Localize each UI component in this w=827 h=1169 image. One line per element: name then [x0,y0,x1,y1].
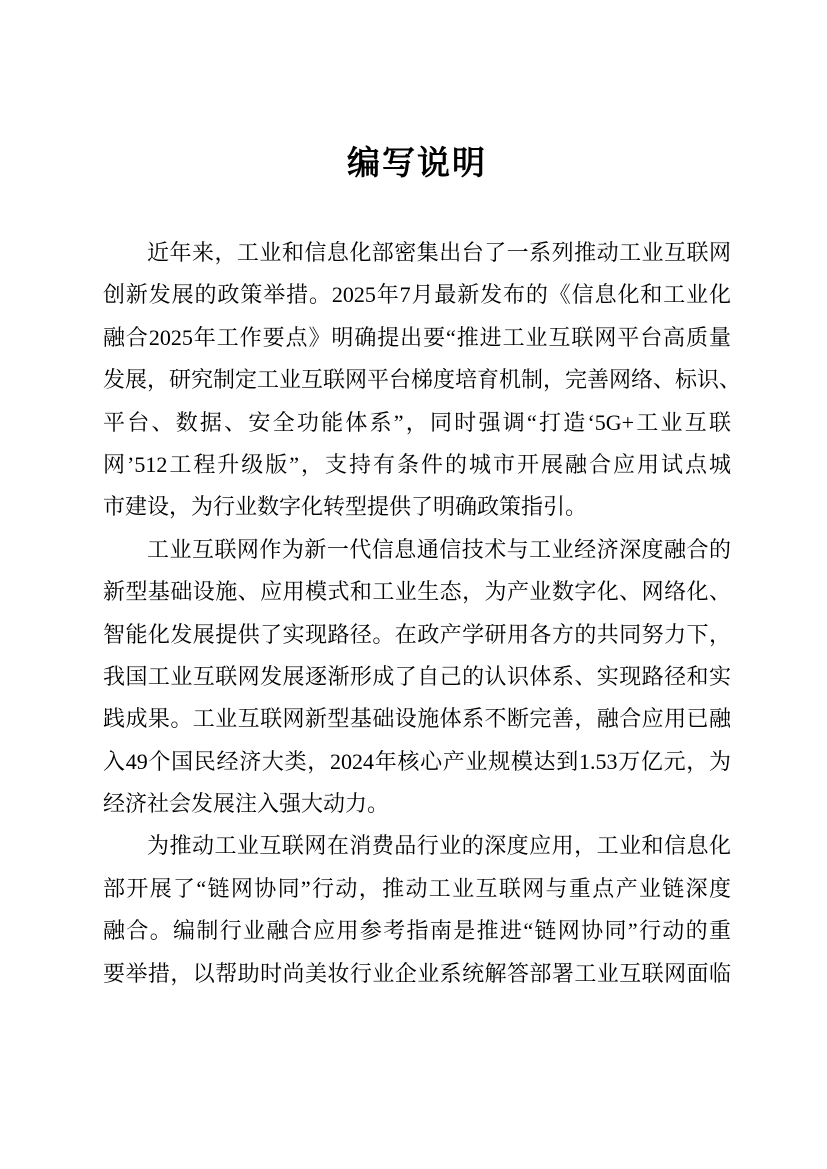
body-line: 入49个国民经济大类，2024年核心产业规模达到1.53万亿元，为 [103,748,731,774]
body-line: 为推动工业互联网在消费品行业的深度应用，工业和信息化 [147,833,731,859]
page-title: 编写说明 [347,146,487,182]
body-line: 网’512工程升级版”，支持有条件的城市开展融合应用试点城 [103,451,731,477]
body-line: 践成果。工业互联网新型基础设施体系不断完善，融合应用已融 [103,706,731,732]
document-body [103,232,742,995]
paragraph-3 [103,825,731,995]
body-line: 近年来，工业和信息化部密集出台了一系列推动工业互联网 [147,240,731,265]
body-line: 平台、数据、安全功能体系”，同时强调“打造‘5G+工业互联 [103,409,731,435]
body-line: 融合。编制行业融合应用参考指南是推进“链网协同”行动的重 [103,918,732,944]
body-line: 创新发展的政策举措。2025年7月最新发布的《信息化和工业化 [103,282,731,308]
body-line: 新型基础设施、应用模式和工业生态，为产业数字化、网络化、 [103,579,731,605]
body-line: 融合2025年工作要点》明确提出要“推进工业互联网平台高质量 [103,324,731,350]
paragraph-1 [103,232,742,529]
body-line: 市建设，为行业数字化转型提供了明确政策指引。 [103,494,588,520]
body-line: 要举措，以帮助时尚美妆行业企业系统解答部署工业互联网面临 [103,960,731,986]
body-line: 发展，研究制定工业互联网平台梯度培育机制，完善网络、标识、 [103,367,742,393]
body-line: 工业互联网作为新一代信息通信技术与工业经济深度融合的 [147,536,731,562]
body-line: 部开展了“链网协同”行动，推动工业互联网与重点产业链深度 [103,875,732,901]
body-line: 我国工业互联网发展逐渐形成了自己的认识体系、实现路径和实 [103,663,731,689]
paragraph-2 [103,529,731,826]
body-line: 智能化发展提供了实现路径。在政产学研用各方的共同努力下， [103,621,731,647]
body-line: 经济社会发展注入强大动力。 [103,791,390,817]
